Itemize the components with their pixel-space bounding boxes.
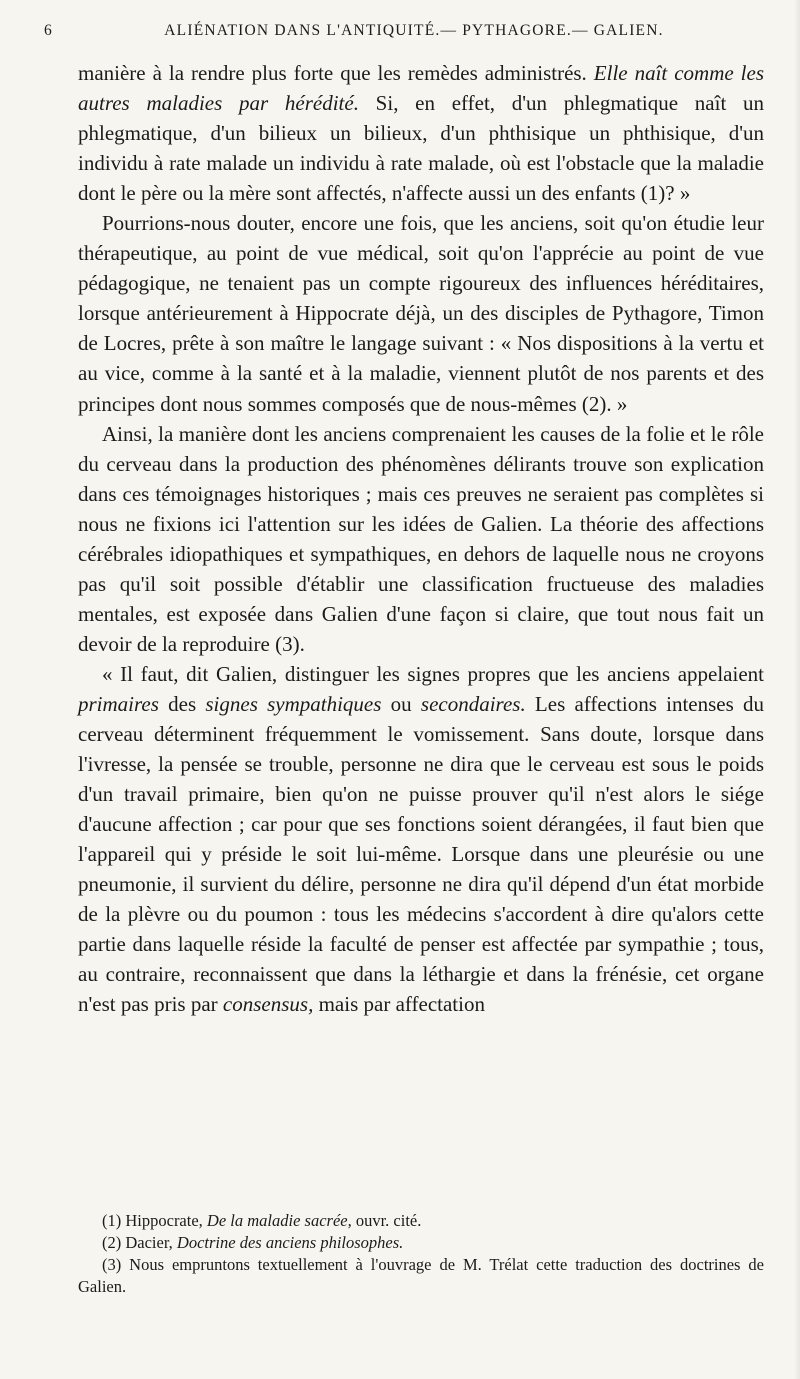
footnote: [78, 1210, 764, 1232]
text-run: Ainsi, la manière dont les anciens comprenaient les causes de la folie et le rôle du cerveau dans la production des phénomènes délirants trouve son explication dans ces témoignages historiques ; mais ces preuves ne seraient pas complètes si nous ne fixions ici l'attention sur les idées de Galien. La théorie des affections cérébrales idiopathiques et sympathiques, en dehors de laquelle nous ne croyons pas qu'il soit possible d'établir une classification fructueuse des maladies mentales, est exposée dans Galien d'une façon si claire, que tout nous fait un devoir de la reproduire (3).: [78, 421, 764, 656]
italic-text: De la maladie sacrée,: [206, 1211, 352, 1230]
paragraph: [78, 419, 764, 659]
text-run: (1) Hippocrate,: [102, 1211, 207, 1230]
body-text: [78, 58, 764, 1020]
text-run: ou: [381, 691, 421, 716]
italic-text: consensus,: [222, 992, 314, 1017]
page-edge-shadow: [794, 0, 800, 1379]
paragraph: [78, 659, 764, 1020]
text-run: Les affections intenses du cerveau déterminent fréquemment le vomissement. Sans doute, lorsque dans l'ivresse, la pensée se trouble, personne ne dira que le cerveau est sous le poids d'un travail primaire, bien qu'on ne puisse prouver qu'il n'est alors le siége d'aucune affection ; car pour que ses fonctions soient dérangées, il faut bien que l'appareil qui y préside le soit lui-même. Lorsque dans une pleurésie ou une pneumonie, il survient du délire, personne ne dira qu'il dépend d'un état morbide de la plèvre ou du poumon : tous les médecins s'accordent à dire qu'alors cette partie dans laquelle réside la faculté de penser est affectée par sympathie ; tous, au contraire, reconnaissent que dans la léthargie et dans la frénésie, cet organe n'est pas pris par: [78, 691, 765, 1017]
page-number: 6: [44, 22, 53, 39]
italic-text: secondaires.: [420, 691, 526, 716]
italic-text: signes sympathiques: [205, 691, 382, 716]
text-run: (3) Nous empruntons textuellement à l'ouvrage de M. Trélat cette traduction des doctrines de Galien.: [78, 1255, 764, 1296]
text-run: Pourrions-nous douter, encore une fois, que les anciens, soit qu'on étudie leur thérapeutique, au point de vue médical, soit qu'on l'apprécie au point de vue pédagogique, ne tenaient pas un compte rigoureux des influences héréditaires, lorsque antérieurement à Hippocrate déjà, un des disciples de Pythagore, Timon de Locres, prête à son maître le langage suivant : « Nos dispositions à la vertu et au vice, comme à la santé et à la maladie, viennent plutôt de nos parents et des principes dont nous sommes composés que de nous-mêmes (2). »: [78, 211, 764, 416]
text-run: (2) Dacier,: [102, 1233, 177, 1252]
paragraph: [78, 208, 764, 418]
footnote: [78, 1232, 764, 1254]
running-title: ALIÉNATION DANS L'ANTIQUITÉ.— PYTHAGORE.— GALIEN.: [164, 22, 664, 39]
italic-text: Doctrine des anciens philosophes.: [176, 1233, 404, 1252]
footnote: [78, 1254, 764, 1298]
running-head: [44, 22, 784, 48]
footnotes: [78, 1210, 764, 1298]
text-run: des: [158, 691, 206, 716]
text-run: manière à la rendre plus forte que les remèdes administrés.: [78, 61, 594, 85]
text-run: Si, en effet, d'un phlegmatique naît un phlegmatique, d'un bilieux un bilieux, d'un phthisique un phthisique, d'un individu à rate malade un individu à rate malade, où est l'obstacle que la maladie dont le père ou la mère sont affectés, n'affecte aussi un des enfants (1)? »: [78, 91, 764, 206]
text-run: mais par affectation: [313, 992, 485, 1017]
paragraph: [78, 58, 764, 208]
text-run: ouvr. cité.: [351, 1211, 422, 1230]
italic-text: Elle naît comme les autres maladies par hérédité.: [78, 61, 764, 116]
text-run: « Il faut, dit Galien, distinguer les signes propres que les anciens appelaient: [102, 661, 764, 686]
italic-text: primaires: [78, 691, 159, 716]
